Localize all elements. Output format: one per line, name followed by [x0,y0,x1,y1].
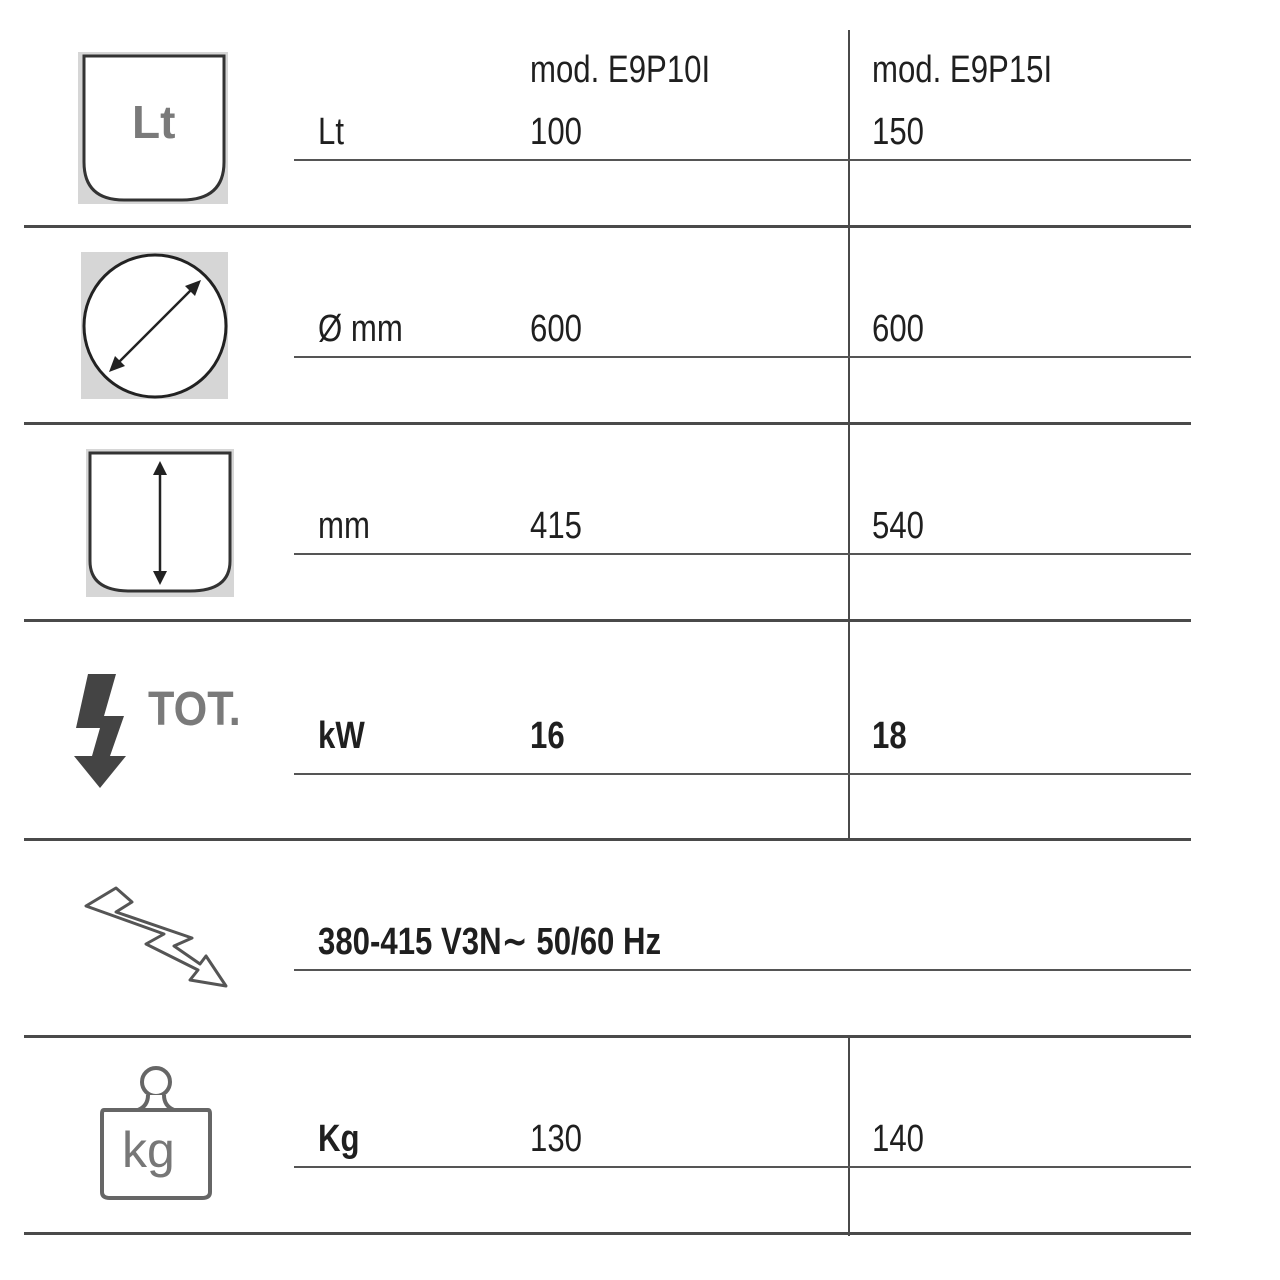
unit-capacity: Lt [318,111,344,153]
column-divider-top [848,30,850,840]
power-value-2: 18 [872,715,907,757]
unit-depth: mm [318,505,370,547]
power-value-1: 16 [530,715,565,757]
diameter-value-1: 600 [530,308,582,350]
row-rule [294,1166,1191,1168]
depth-value-1: 415 [530,505,582,547]
weight-icon-label: kg [122,1122,175,1178]
section-rule [24,619,1191,622]
row-rule [294,969,1191,971]
row-rule [294,773,1191,775]
capacity-value-1: 100 [530,111,582,153]
unit-power: kW [318,715,365,757]
weight-value-2: 140 [872,1118,924,1160]
capacity-value-2: 150 [872,111,924,153]
row-rule [294,553,1191,555]
column-divider-bottom [848,1036,850,1236]
power-icon [70,672,132,790]
electric-supply-icon [80,884,232,994]
row-rule [294,356,1191,358]
capacity-icon-label: Lt [132,96,176,148]
section-rule [24,225,1191,228]
model-header-1: mod. E9P10I [530,49,711,91]
depth-value-2: 540 [872,505,924,547]
diameter-value-2: 600 [872,308,924,350]
model-header-2: mod. E9P15I [872,49,1053,91]
depth-icon [86,449,234,597]
unit-weight: Kg [318,1118,360,1160]
section-rule [24,1035,1191,1038]
power-icon-label: TOT. [148,683,241,736]
row-rule [294,159,1191,161]
diameter-icon [81,252,228,399]
section-rule [24,422,1191,425]
unit-diameter: Ø mm [318,308,403,350]
weight-value-1: 130 [530,1118,582,1160]
supply-value: 380-415 V3N∼ 50/60 Hz [318,921,662,963]
section-rule [24,838,1191,841]
section-rule [24,1232,1191,1235]
